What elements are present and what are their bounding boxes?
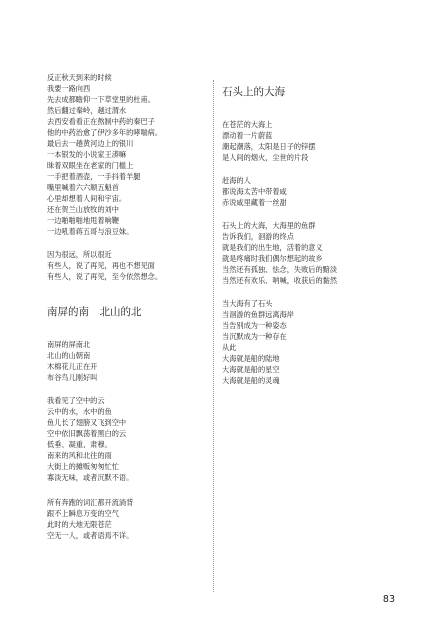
poem-line: 鱼儿长了翅膀又飞到空中 [47,418,127,427]
poem-line: 因为很远，所以很近 [47,250,112,259]
poem-line: 空无一人，或者语焉不详。 [47,531,134,540]
poem-line: 他的中药治愈了伊沙多年的哮喘病。 [47,128,163,137]
poem-line: 云中的水，水中的鱼 [47,407,112,416]
poem-line: 就是疼痛时我们偶尔想起的故乡 [222,254,323,263]
poem-line: 我看见了空中的云 [47,396,105,405]
poem-line: 潮起潮落，太阳是日子的锌摆 [222,142,316,151]
poem-line: 就是我们的出生地，活着的意义 [222,243,323,252]
poem-line: 我要一路向西 [47,84,91,93]
poem-line: 反正秋天到来的时候 [47,73,112,82]
poem-line: 心里却想着人间和宇宙。 [47,194,127,203]
poem-line: 所有奔跑的词汇都开流淌背 [47,498,134,507]
poem-line: 然后翻过秦岭，越过渭水 [47,106,127,115]
poem-line: 跟不上瞬息万变的空气 [47,509,119,518]
column-divider [213,80,214,592]
poem-line: 漂动着一片蔚蓝 [222,131,273,140]
poem-line: 木棉花儿正在开 [47,362,98,371]
poem-line: 一手把着酒壶，一手抖着羊腿 [47,172,141,181]
page-number: 83 [382,594,395,605]
poem-line: 赶海的人 [222,176,251,185]
poem-line: 当洄游的鱼群远离海岸 [222,310,294,319]
poem-line: 一边吼着蒋五哥与浪豆妹。 [47,227,134,236]
poem-line: 还在贺兰山放牧的刘中 [47,205,119,214]
poem-line: 昧着双眼坐在老家的门槛上 [47,161,134,170]
poem-line: 大海就是船的陆地 [222,354,280,363]
poem-line: 寡淡无味，或者沉默不语。 [47,473,134,482]
poem-line: 一边啪啪啪地甩着响鞭 [47,216,119,225]
poem-line: 去西安看看正在熬制中药的秦巴子 [47,117,155,126]
poem-line: 嘴里喊着六六顺五魁首 [47,183,119,192]
poem-line: 从此 [222,343,237,352]
poem-line: 有些人，说了再见，至今依然想念。 [47,272,163,281]
poem-line: 低垂、凝重、肃穆。 [47,440,112,449]
poem-line: 南来的风和北往的雨 [47,451,112,460]
poem-3-title: 石头上的大海 [222,86,285,98]
poem-line: 此时的大地无限苍茫 [47,520,112,529]
poem-line: 当沉默成为一种存在 [222,332,287,341]
poem-line: 大海就是船的星空 [222,365,280,374]
poem-line: 当然还有欢乐、呐喊，收获后的黏然 [222,276,338,285]
poem-line: 最后去一趟黄河边上的银川 [47,139,134,148]
poem-line: 北山的山朝南 [47,351,91,360]
poem-line: 南屏的屏南北 [47,340,91,349]
poem-line: 石头上的大海，大海里的鱼群 [222,221,316,230]
poem-line: 在苍茫的大海上 [222,120,273,129]
poem-line: 空中依旧飘荡着黑白的云 [47,429,127,438]
poem-line: 是人间的烟火，尘世的片段 [222,153,309,162]
poem-line: 先去成都瞻仰一下草堂里的杜甫。 [47,95,155,104]
poem-2-title: 南屏的南 北山的北 [47,306,142,318]
poem-line: 有些人，说了再见，再也不想见面 [47,261,155,270]
poem-line: 大海就是船的灵魂 [222,376,280,385]
poem-line: 大街上的摊贩匆匆忙忙 [47,462,119,471]
poem-line: 一本银发的小说家王漭嘛 [47,150,127,159]
poem-line: 告诉我们，洄游的终点 [222,232,294,241]
poem-line: 赤说咸里藏着一丝甜 [222,198,287,207]
poem-line: 当然还有孤独、怯念，失败后的黯淡 [222,265,338,274]
poem-line: 布谷鸟儿刚好叫 [47,373,98,382]
poem-line: 当大海有了石头 [222,299,273,308]
poem-line: 都说海太苦中带着咸 [222,187,287,196]
poem-line: 当告别成为一种姿态 [222,321,287,330]
